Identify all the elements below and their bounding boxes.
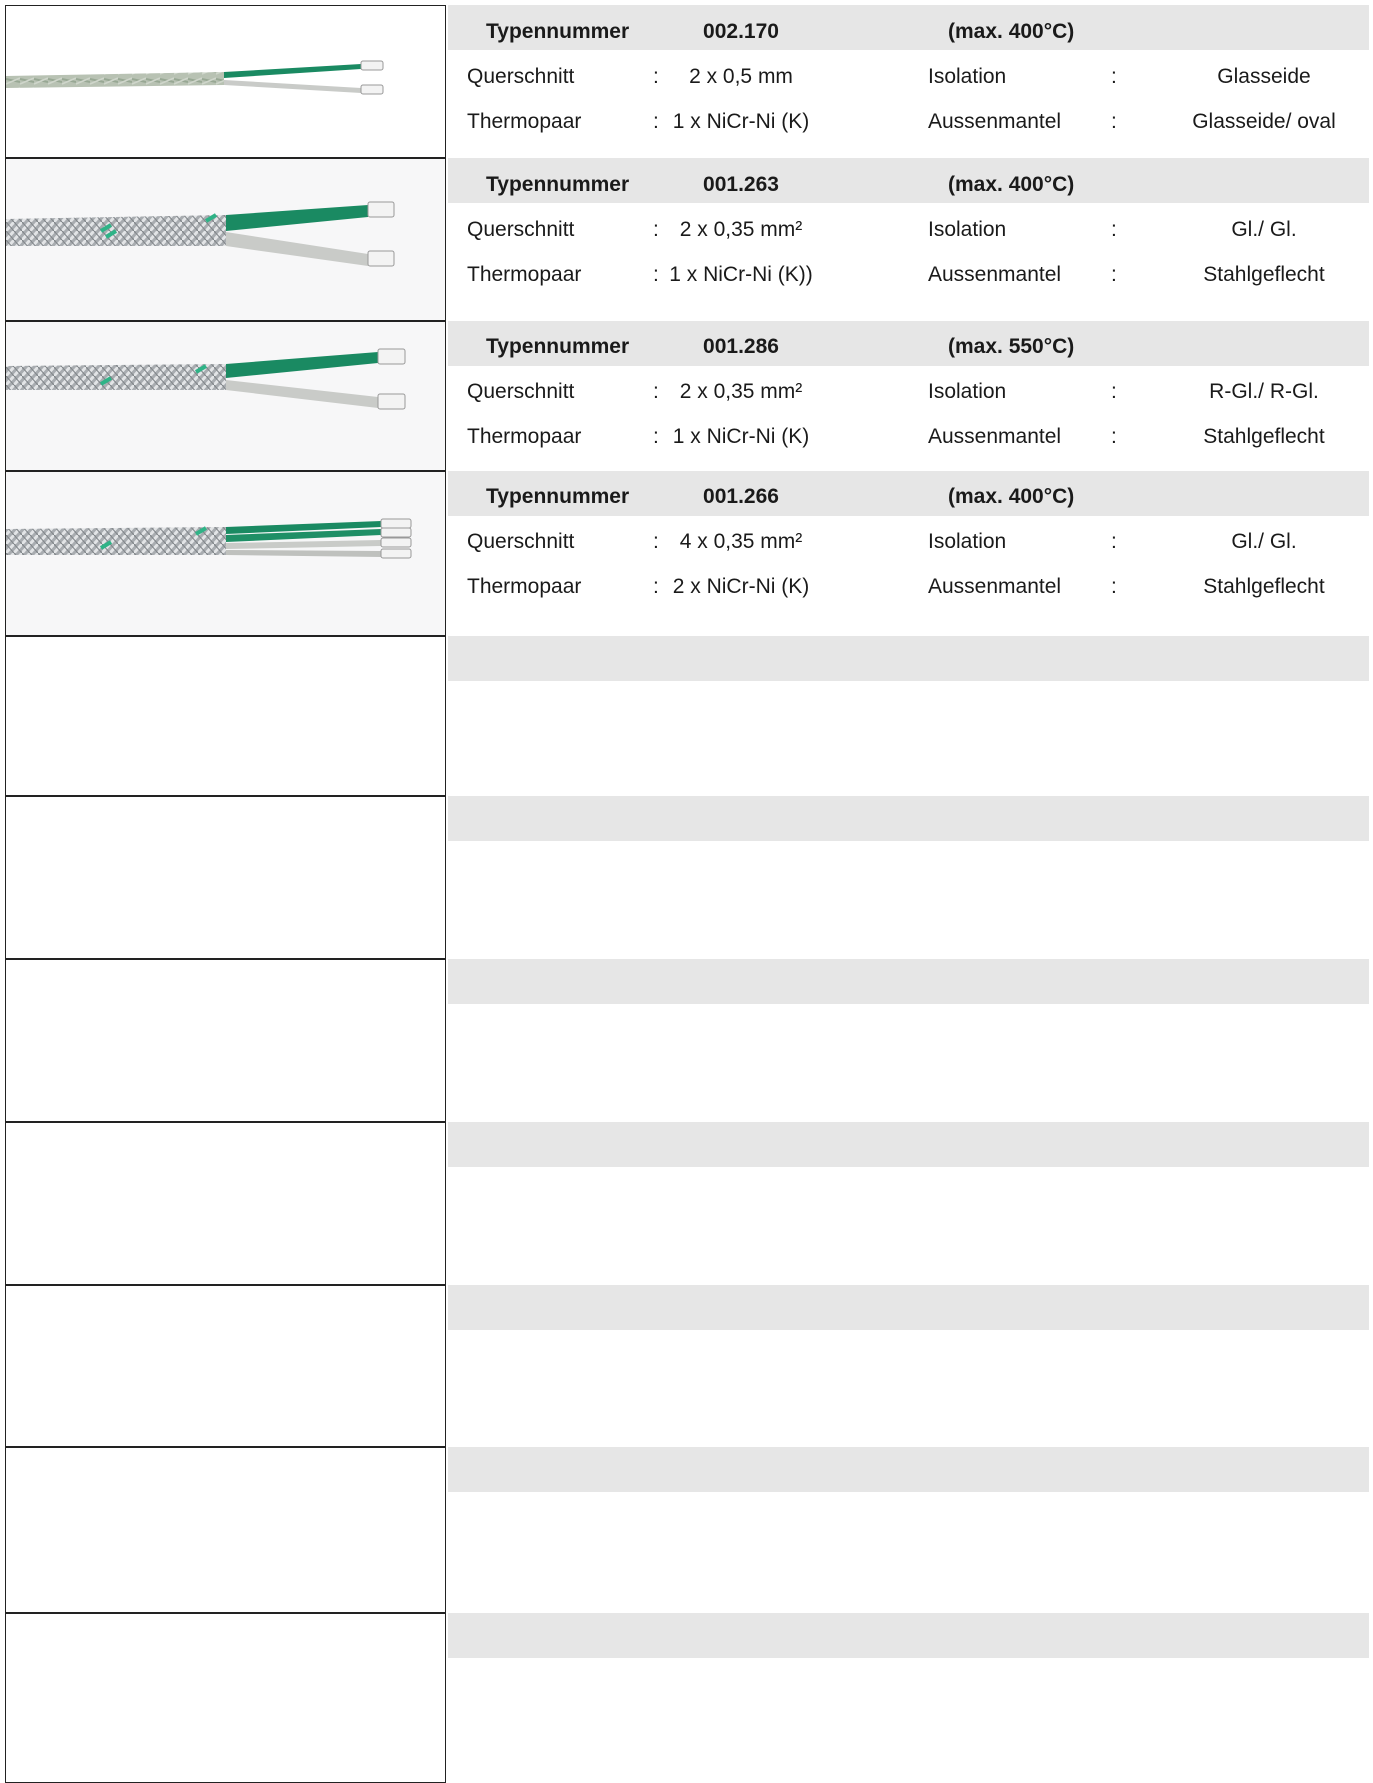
header-band: [448, 636, 1369, 681]
empty-image-cell: [5, 1447, 446, 1613]
steel-braid-cable-image: [6, 159, 446, 321]
header-band: [448, 1447, 1369, 1492]
typennummer-label: Typennummer: [486, 485, 630, 508]
product-row-3: [5, 321, 1369, 471]
separator: :: [653, 110, 659, 133]
isolation-label: Isolation: [928, 218, 1007, 241]
typennummer-label: Typennummer: [486, 20, 630, 43]
product-image-1: [5, 5, 446, 158]
aussenmantel-value: Stahlgeflecht: [1203, 575, 1325, 598]
separator: :: [653, 530, 659, 553]
steel-braid-cable-image: [6, 322, 446, 471]
separator: :: [1111, 110, 1117, 133]
header-band: [448, 796, 1369, 841]
querschnitt-label: Querschnitt: [467, 65, 575, 88]
empty-image-cell: [5, 1613, 446, 1783]
product-image-4: [5, 471, 446, 636]
empty-image-cell: [5, 959, 446, 1122]
aussenmantel-value: Stahlgeflecht: [1203, 425, 1325, 448]
querschnitt-label: Querschnitt: [467, 530, 575, 553]
type-number: 001.266: [703, 485, 779, 508]
separator: :: [1111, 65, 1117, 88]
aussenmantel-label: Aussenmantel: [928, 263, 1062, 286]
empty-image-cell: [5, 1122, 446, 1285]
aussenmantel-label: Aussenmantel: [928, 425, 1062, 448]
empty-row-6: [5, 796, 1369, 959]
empty-row-7: [5, 959, 1369, 1122]
isolation-value: Glasseide: [1217, 65, 1311, 88]
separator: :: [653, 263, 659, 286]
max-temperature: (max. 400°C): [948, 173, 1075, 196]
glass-silk-cable-image: [6, 6, 446, 158]
isolation-label: Isolation: [928, 530, 1007, 553]
thermopaar-label: Thermopaar: [467, 425, 582, 448]
separator: :: [653, 380, 659, 403]
product-image-2: [5, 158, 446, 321]
header-band: [448, 959, 1369, 1004]
thermopaar-label: Thermopaar: [467, 110, 582, 133]
isolation-value: R-Gl./ R-Gl.: [1209, 380, 1319, 403]
thermopaar-value: 2 x NiCr-Ni (K): [672, 575, 810, 598]
empty-row-9: [5, 1285, 1369, 1447]
empty-image-cell: [5, 1285, 446, 1447]
querschnitt-value: 4 x 0,35 mm²: [679, 530, 803, 553]
querschnitt-value: 2 x 0,35 mm²: [679, 218, 803, 241]
isolation-label: Isolation: [928, 380, 1007, 403]
separator: :: [1111, 263, 1117, 286]
thermopaar-value: 1 x NiCr-Ni (K): [672, 425, 810, 448]
max-temperature: (max. 400°C): [948, 20, 1075, 43]
querschnitt-value: 2 x 0,35 mm²: [679, 380, 803, 403]
querschnitt-label: Querschnitt: [467, 380, 575, 403]
separator: :: [1111, 575, 1117, 598]
separator: :: [1111, 380, 1117, 403]
product-image-3: [5, 321, 446, 471]
empty-image-cell: [5, 796, 446, 959]
aussenmantel-label: Aussenmantel: [928, 110, 1062, 133]
header-band: [448, 1285, 1369, 1330]
thermopaar-label: Thermopaar: [467, 575, 582, 598]
separator: :: [1111, 425, 1117, 448]
thermopaar-label: Thermopaar: [467, 263, 582, 286]
product-row-4: [5, 471, 1369, 636]
empty-image-cell: [5, 636, 446, 796]
separator: :: [653, 425, 659, 448]
max-temperature: (max. 550°C): [948, 335, 1075, 358]
empty-row-10: [5, 1447, 1369, 1613]
typennummer-label: Typennummer: [486, 335, 630, 358]
separator: :: [1111, 530, 1117, 553]
max-temperature: (max. 400°C): [948, 485, 1075, 508]
typennummer-label: Typennummer: [486, 173, 630, 196]
empty-row-5: [5, 636, 1369, 796]
isolation-value: Gl./ Gl.: [1231, 218, 1297, 241]
thermopaar-value: 1 x NiCr-Ni (K)): [669, 263, 813, 286]
separator: :: [653, 65, 659, 88]
type-number: 002.170: [703, 20, 779, 43]
aussenmantel-value: Glasseide/ oval: [1192, 110, 1336, 133]
product-row-2: [5, 158, 1369, 321]
isolation-value: Gl./ Gl.: [1231, 530, 1297, 553]
querschnitt-label: Querschnitt: [467, 218, 575, 241]
separator: :: [653, 218, 659, 241]
querschnitt-value: 2 x 0,5 mm: [689, 65, 793, 88]
separator: :: [653, 575, 659, 598]
type-number: 001.263: [703, 173, 779, 196]
aussenmantel-value: Stahlgeflecht: [1203, 263, 1325, 286]
header-band: [448, 1122, 1369, 1167]
steel-braid-cable-image: [6, 472, 446, 636]
isolation-label: Isolation: [928, 65, 1007, 88]
thermopaar-value: 1 x NiCr-Ni (K): [672, 110, 810, 133]
empty-row-8: [5, 1122, 1369, 1285]
aussenmantel-label: Aussenmantel: [928, 575, 1062, 598]
separator: :: [1111, 218, 1117, 241]
empty-row-11: [5, 1613, 1369, 1778]
header-band: [448, 1613, 1369, 1658]
type-number: 001.286: [703, 335, 779, 358]
product-row-1: [5, 5, 1369, 158]
